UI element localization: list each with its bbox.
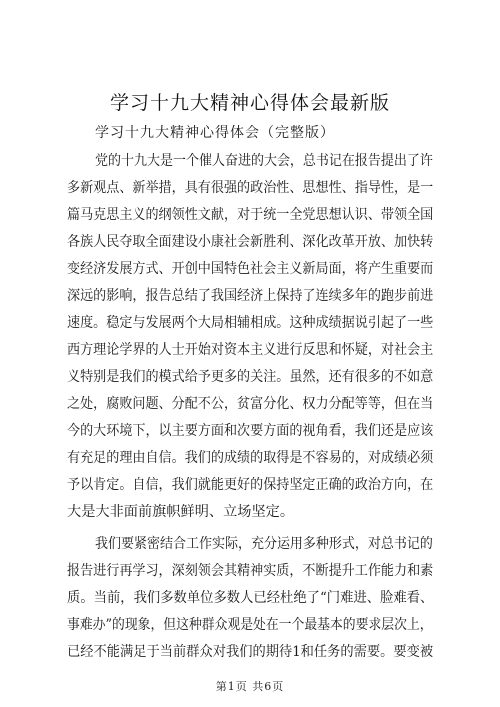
text-line: 多新观点、新举措，具有很强的政治性、思想性、指导性，是一 xyxy=(67,180,434,196)
text-line: 有充足的理由自信。我们的成绩的取得是不容易的，对成绩必须 xyxy=(67,450,434,466)
text-line: 事难办”的现象，但这种群众观是处在一个最基本的要求层次上， xyxy=(67,617,433,633)
text-line: 大是大非面前旗帜鲜明、立场坚定。 xyxy=(67,504,295,520)
text-line: 我们要紧密结合工作实际，充分运用多种形式，对总书记的 xyxy=(95,536,433,552)
text-line: 速度。稳定与发展两个大局相辅相成。这种成绩据说引起了一些 xyxy=(67,315,434,331)
text-line: 义特别是我们的模式给予更多的关注。虽然，还有很多的不如意 xyxy=(67,369,434,385)
page-footer: 第1页 共6页 xyxy=(215,680,285,693)
text-line: 质。当前，我们多数单位多数人已经杜绝了“门难进、脸难看、 xyxy=(67,590,434,606)
text-line: 已经不能满足于当前群众对我们的期待1和任务的需要。要变被 xyxy=(67,644,434,660)
text-line: 予以肯定。自信，我们就能更好的保持坚定正确的政治方向，在 xyxy=(67,477,434,493)
document-subtitle: 学习十九大精神心得体会（完整版） xyxy=(95,125,335,141)
text-line: 变经济发展方式、开创中国特色社会主义新局面，将产生重要而 xyxy=(67,261,434,277)
text-line: 今的大环境下，以主要方面和次要方面的视角看，我们还是应该 xyxy=(67,423,434,439)
text-line: 西方理论学界的人士开始对资本主义进行反思和怀疑，对社会主 xyxy=(67,342,434,358)
text-line: 之处，腐败问题、分配不公，贫富分化、权力分配等等，但在当 xyxy=(67,396,434,412)
text-line: 党的十九大是一个催人奋进的大会，总书记在报告提出了许 xyxy=(95,153,433,169)
text-line: 篇马克思主义的纲领性文献，对于统一全党思想认识、带领全国 xyxy=(67,207,434,223)
document-title: 学习十九大精神心得体会最新版 xyxy=(109,92,390,114)
text-line: 深远的影响，报告总结了我国经济上保持了连续多年的跑步前进 xyxy=(67,288,434,304)
text-line: 报告进行再学习，深刻领会其精神实质，不断提升工作能力和素 xyxy=(67,563,434,579)
text-line: 各族人民夺取全面建设小康社会新胜利、深化改革开放、加快转 xyxy=(67,234,434,250)
